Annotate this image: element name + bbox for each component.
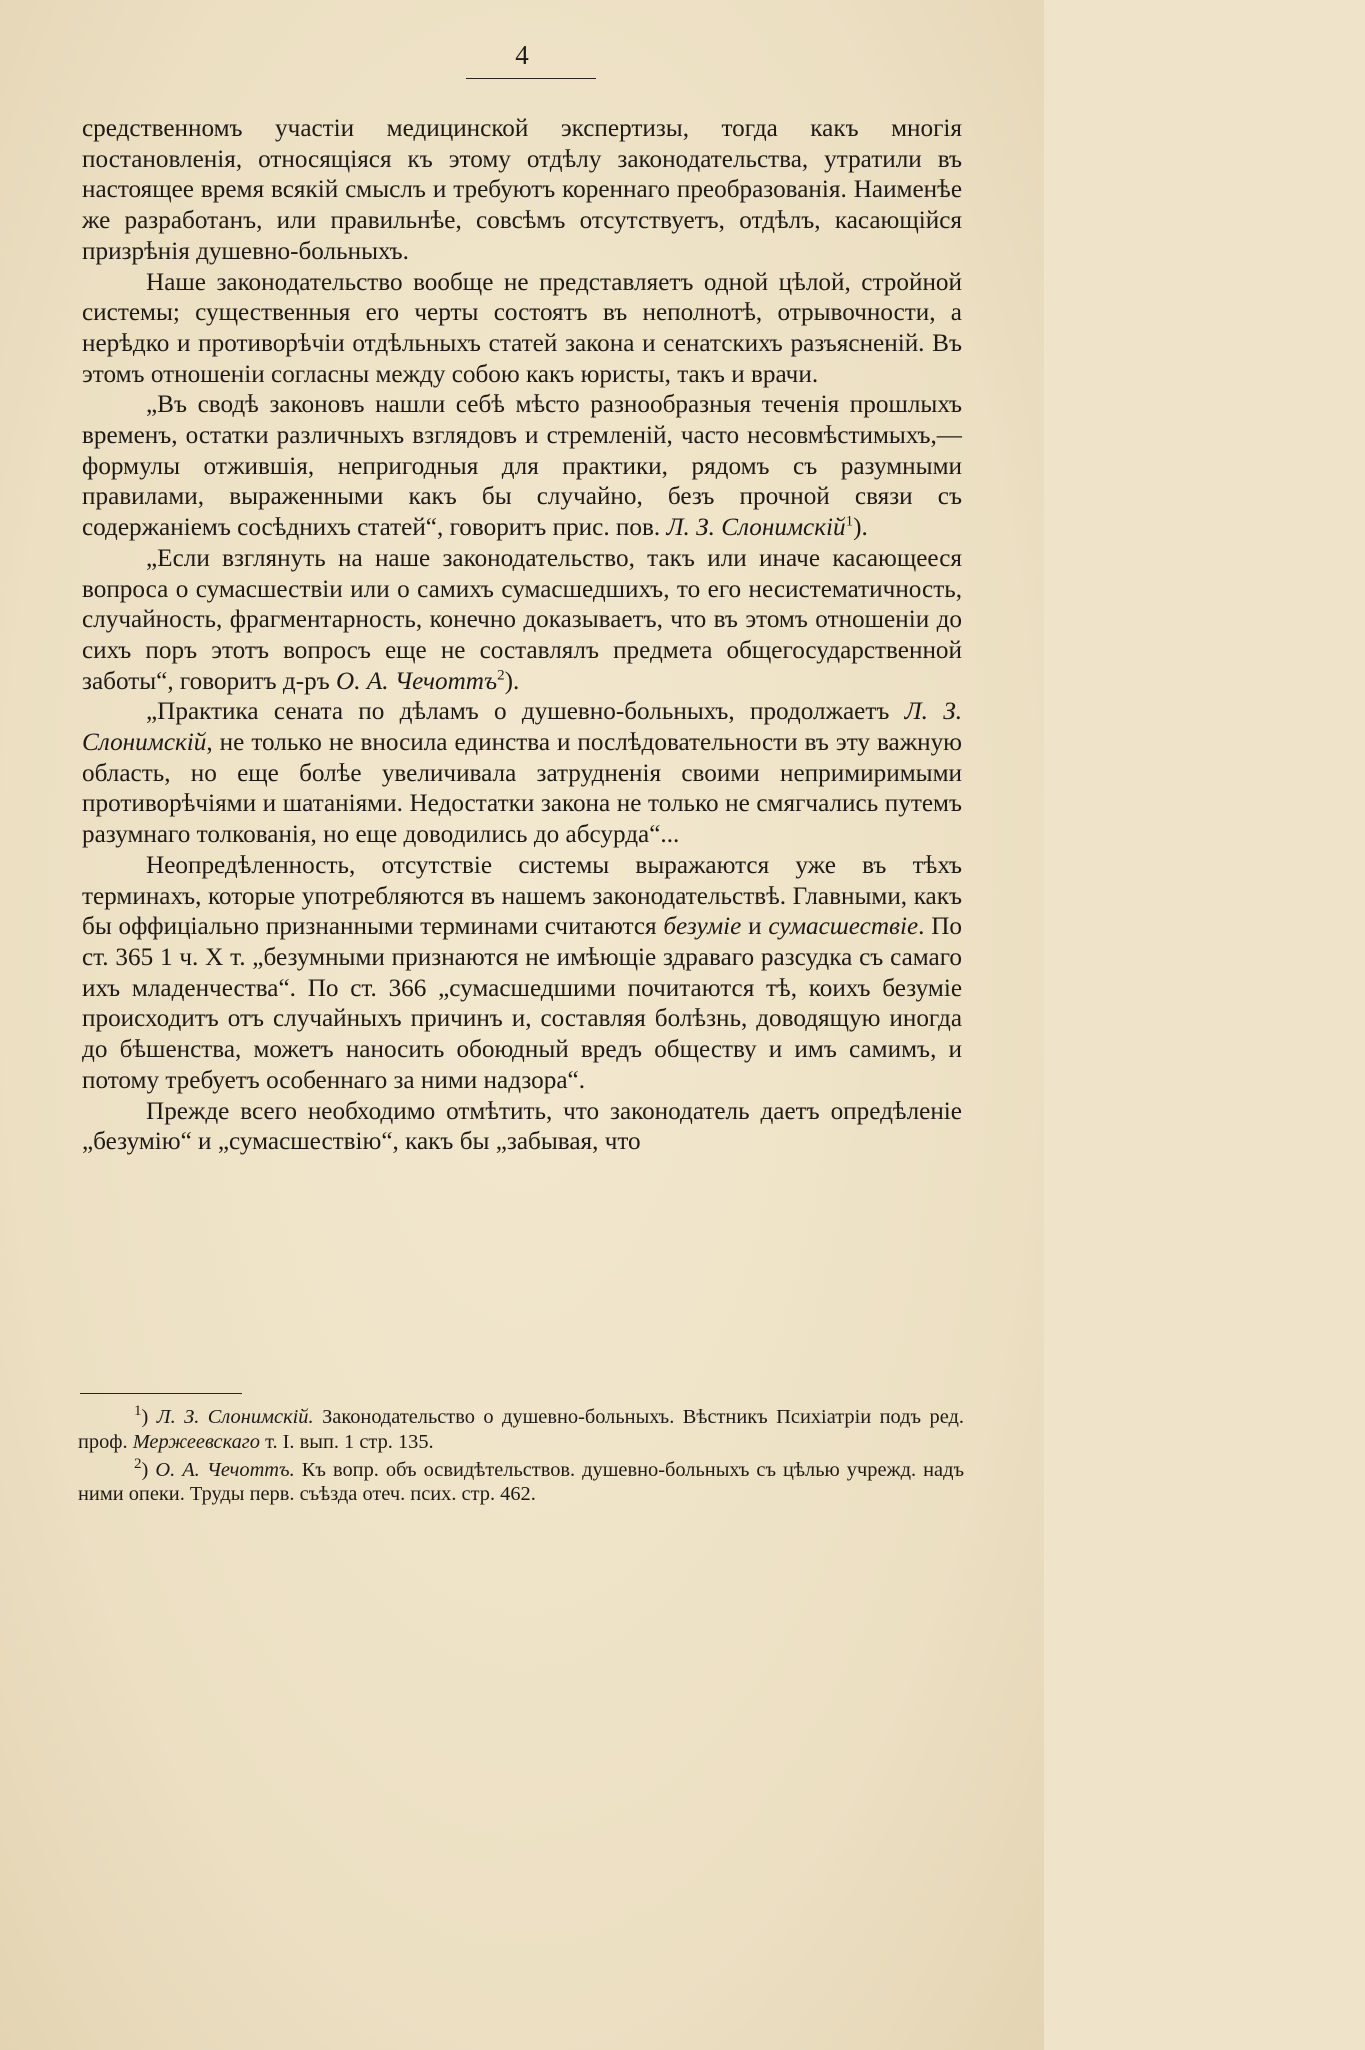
paragraph-4 (82, 544, 962, 698)
author-citation-slonimsky-2: Л. З. Слонимскій (82, 698, 963, 757)
footnote-2-author: О. А. Чечоттъ. (155, 1458, 295, 1481)
paragraph-3 (82, 390, 962, 544)
footnotes (78, 1405, 964, 1510)
footnote-1-mark: 1 (134, 1403, 142, 1420)
term-sumasshestvie: сумасшествіе (768, 913, 919, 941)
paragraph-6-text: Неопредѣленность, отсутствіе системы выражаются уже въ тѣхъ терминахъ, которые употребляются въ нашемъ законодательствѣ. Главными, какъ бы оффиціально признанными терминами считаются (82, 851, 962, 941)
footnote-ref-1: 1 (845, 513, 854, 530)
header-rule (466, 78, 596, 79)
footnote-rule (80, 1393, 242, 1394)
footnote-1: $^1$) Л. З. Слонимскій. Законодательство о душевно-больныхъ. Вѣстникъ Психіатріи подъ ред. проф. Мержеевскаго т. I. вып. 1 стр. 135. (78, 1403, 964, 1453)
paragraph-6 (82, 851, 962, 1097)
footnote-1-editor: Мержеевскаго (132, 1430, 260, 1453)
footnote-1-text-b: т. I. вып. 1 стр. 135. (259, 1430, 434, 1453)
paragraph-2: Наше законодательство вообще не представляетъ одной цѣлой, стройной системы; существенныя его черты состоятъ въ неполнотѣ, отрывочности, а нерѣдко и противорѣчіи отдѣльныхъ статей закона и сенатскихъ разъясненій. Въ этомъ отношеніи согласны между собою какъ юристы, такъ и врачи. (82, 268, 962, 388)
author-citation-slonimsky: Л. З. Слонимскій (666, 514, 846, 542)
footnote-2-text-a: Къ вопр. объ освидѣтельствов. душевно-больныхъ съ цѣлью учрежд. надъ ними опеки. Труды перв. съѣзда отеч. псих. стр. 462. (78, 1458, 964, 1506)
conjunction: и (741, 913, 769, 941)
page-number: 4 (515, 40, 529, 70)
main-text (82, 114, 962, 1158)
author-citation-chechott: О. А. Чечоттъ (336, 667, 498, 695)
paragraph-5-rest: , не только не вносила единства и послѣдовательности въ эту важную область, но еще болѣе увеличивала затрудненія своими непримиримыми противорѣчіями и шатаніями. Недостатки закона не только не смягчались путемъ разумнаго толкованія, но еще доводились до абсурда“... (82, 729, 962, 849)
footnote-ref-2: 2 (497, 667, 505, 684)
paragraph-3-text: „Въ сводѣ законовъ нашли себѣ мѣсто разнообразныя теченія прошлыхъ временъ, остатки различныхъ взглядовъ и стремленій, часто несовмѣстимыхъ,—формулы отжившія, непригодныя для практики, рядомъ съ разумными правилами, выраженными какъ бы случайно, безъ прочной связи съ содержаніемъ сосѣднихъ статей“, говоритъ прис. пов. (82, 391, 962, 542)
footnote-1-author: Л. З. Слонимскій. (156, 1406, 314, 1428)
term-bezumie: безуміе (663, 913, 742, 941)
footnote-1-text-a: Законодательство о душевно-больныхъ. Вѣстникъ Психіатріи подъ ред. проф. (78, 1406, 964, 1453)
footnote-2-mark: 2 (134, 1455, 142, 1472)
footnote-ref-1-close: ). (853, 514, 868, 542)
paragraph-4-text: „Если взглянуть на наше законодательство, такъ или иначе касающееся вопроса о сумасшествіи или о самихъ сумасшедшихъ, то его несистематичность, случайность, фрагментарность, конечно доказываетъ, что въ этомъ отношеніи до сихъ поръ этотъ вопросъ еще не составлялъ предмета общегосударственной заботы“, говоритъ д-ръ (82, 544, 962, 695)
paragraph-6-rest: . По ст. 365 1 ч. X т. „безумными признаются не имѣющіе здраваго разсудка съ самаго ихъ младенчества“. По ст. 366 „сумасшедшими почитаются тѣ, коихъ безуміе происходитъ отъ случайныхъ причинъ и, составляя болѣзнь, доводящую иногда до бѣшенства, можетъ наносить обоюдный вредъ обществу и имъ самимъ, и потому требуетъ особеннаго за ними надзора“. (82, 913, 962, 1094)
paragraph-7: Прежде всего необходимо отмѣтить, что законодатель даетъ опредѣленіе „безумію“ и „сумасшествію“, какъ бы „забывая, что (82, 1097, 962, 1156)
paragraph-5 (82, 697, 962, 851)
paragraph-5-text: „Практика сената по дѣламъ о душевно-больныхъ, продолжаетъ (146, 698, 905, 726)
paragraph-1: средственномъ участіи медицинской экспертизы, тогда какъ многія постановленія, относящіяся къ этому отдѣлу законодательства, утратили въ настоящее время всякій смыслъ и требуютъ кореннаго преобразованія. Наименѣе же разработанъ, или правильнѣе, совсѣмъ отсутствуетъ, отдѣлъ, касающійся призрѣнія душевно-больныхъ. (82, 115, 962, 265)
footnote-ref-2-close: ). (504, 667, 520, 695)
footnote-2: $^2$) О. А. Чечоттъ. Къ вопр. объ освидѣтельствов. душевно-больныхъ съ цѣлью учрежд. надъ ними опеки. Труды перв. съѣзда отеч. псих. стр. 462. (78, 1455, 964, 1506)
